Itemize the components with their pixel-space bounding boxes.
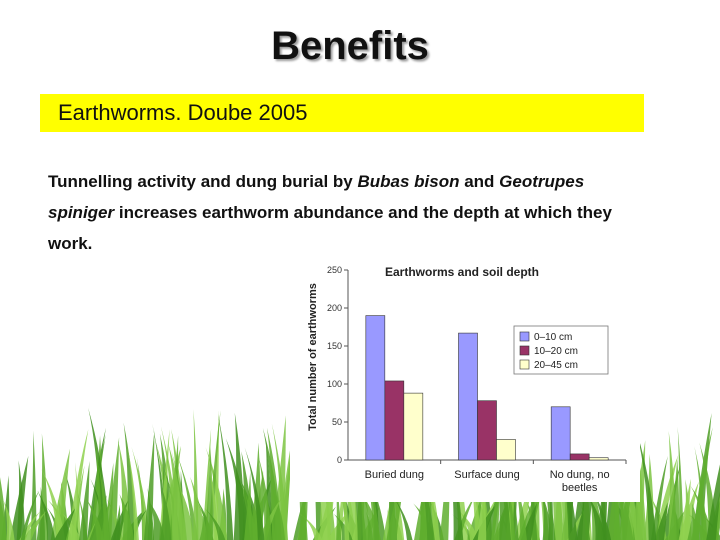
category-label: Surface dung bbox=[454, 469, 520, 481]
citation-text: Earthworms. Doube 2005 bbox=[58, 100, 308, 125]
legend-label: 20–45 cm bbox=[534, 360, 578, 371]
y-tick-label: 50 bbox=[331, 417, 342, 427]
legend-label: 10–20 cm bbox=[534, 346, 578, 357]
category-label: beetles bbox=[561, 482, 598, 494]
citation-banner bbox=[40, 94, 644, 132]
bar bbox=[459, 333, 478, 460]
bar bbox=[570, 454, 589, 460]
y-tick-label: 250 bbox=[326, 265, 342, 275]
grass-blade bbox=[0, 462, 6, 540]
y-tick-label: 100 bbox=[326, 379, 342, 389]
bar bbox=[589, 458, 608, 460]
slide-title: Benefits bbox=[271, 24, 429, 68]
category-label: No dung, no bbox=[549, 469, 610, 481]
bar bbox=[385, 381, 404, 460]
bar bbox=[497, 439, 516, 460]
y-axis-title: Total number of earthworms bbox=[307, 283, 319, 431]
earthworm-bar-chart bbox=[290, 256, 640, 502]
bar bbox=[366, 316, 385, 460]
bar bbox=[478, 401, 497, 460]
bar bbox=[404, 393, 423, 460]
legend-swatch bbox=[520, 332, 529, 341]
legend-swatch bbox=[520, 346, 529, 355]
y-tick-label: 0 bbox=[336, 455, 342, 465]
description-part-3: increases earthworm abundance and the depth at which they work. bbox=[48, 203, 612, 253]
legend-label: 0–10 cm bbox=[534, 332, 573, 343]
bar bbox=[551, 407, 570, 460]
category-label: Buried dung bbox=[364, 469, 424, 481]
description-part-1: Tunnelling activity and dung burial by bbox=[48, 172, 358, 191]
description-part-2: and bbox=[459, 172, 500, 191]
legend-swatch bbox=[520, 360, 529, 369]
chart-panel bbox=[290, 256, 640, 502]
chart-title: Earthworms and soil depth bbox=[384, 265, 540, 279]
slide-description bbox=[48, 166, 648, 259]
y-tick-label: 150 bbox=[326, 341, 342, 351]
grass-blade bbox=[193, 409, 198, 540]
species-name-1: Bubas bison bbox=[357, 172, 460, 191]
chart-legend bbox=[514, 326, 608, 374]
species-name-2: Geotrupes spiniger bbox=[48, 172, 585, 222]
y-tick-label: 200 bbox=[326, 303, 342, 313]
